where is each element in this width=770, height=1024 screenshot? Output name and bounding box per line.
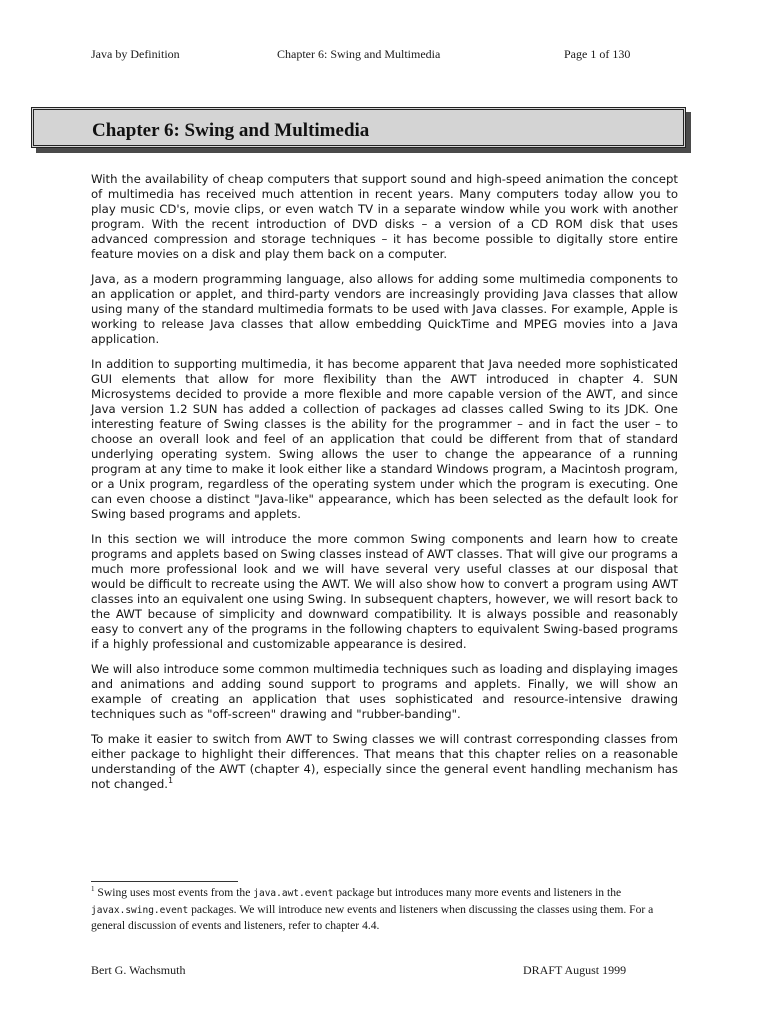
paragraph-swing-overview: In addition to supporting multimedia, it has become apparent that Java needed more sophisticated GUI elements that allow for more flexibility than the AWT introduced in chapter 4. SUN Microsystems decided to provide a more flexible and more capable version of the AWT, and since Java version 1.2 SUN has added a collection of packages ad classes called Swing to its JDK. One interesting feature of Swing classes is the ability for the programmer – and in fact the user – to choose an overall look and feel of an application that could be different from that of standard underlying operating system. Swing allows the user to change the appearance of a running program at any time to make it look either like a standard Windows program, a Macintosh program, or a Unix program, regardless of the operating system under which the program is executing. One can even choose a distinct "Java-like" appearance, which has been selected as the default look for Swing based programs and applets.	[91, 357, 678, 521]
footnote-text-part3: packages. We will introduce new events and listeners when discussing the classes using them. For a general discussion of events and listeners, refer to chapter 4.4.	[91, 902, 654, 932]
paragraph-awt-comparison-text: To make it easier to switch from AWT to Swing classes we will contrast corresponding classes from either package to highlight their differences. That means that this chapter relies on a reasonable understanding of the AWT (chapter 4), especially since the general event handling mechanism has not changed.	[91, 732, 678, 791]
footer-draft-date: DRAFT August 1999	[523, 963, 627, 977]
header-chapter-title: Chapter 6: Swing and Multimedia	[277, 47, 441, 61]
footnote-text-part1: Swing uses most events from the	[94, 886, 254, 899]
body-text	[91, 172, 678, 802]
chapter-title-box	[31, 107, 686, 148]
chapter-title: Chapter 6: Swing and Multimedia	[92, 120, 370, 141]
footnote-text-part2: package but introduces many more events and listeners in the	[333, 886, 622, 899]
footnote-code-awt-event: java.awt.event	[253, 888, 334, 899]
footnote-code-swing-event: javax.swing.event	[91, 904, 189, 916]
header-page-number: Page 1 of 130	[564, 47, 631, 61]
paragraph-java-multimedia: Java, as a modern programming language, also allows for adding some multimedia components to an application or applet, and third-party vendors are increasingly providing Java classes that allow using many of the standard multimedia formats to be used with Java classes. For example, Apple is working to release Java classes that allow embedding QuickTime and MPEG movies into a Java application.	[91, 272, 678, 346]
paragraph-intro: With the availability of cheap computers that support sound and high-speed animation the concept of multimedia has received much attention in recent years. Many computers today allow you to play music CD's, movie clips, or even watch TV in a separate window while you work with another program. With the recent introduction of DVD disks – a version of a CD ROM disk that uses advanced compression and storage techniques – it has become possible to digitally store entire feature movies on a disk and play them back on a computer.	[91, 172, 678, 261]
footnote-reference[interactable]: 1	[168, 776, 174, 786]
header-book-title: Java by Definition	[91, 47, 180, 61]
paragraph-section-plan: In this section we will introduce the more common Swing components and learn how to create programs and applets based on Swing classes instead of AWT classes. That will give our programs a much more professional look and we will have several very useful classes at our disposal that would be difficult to recreate using the AWT. We will also show how to convert a program using AWT classes into an equivalent one using Swing. In subsequent chapters, however, we will resort back to the AWT because of simplicity and downward compatibility. It is always possible and reasonably easy to convert any of the programs in the following chapters to equivalent Swing-based programs if a highly professional and customizable appearance is desired.	[91, 532, 678, 651]
footnote	[91, 885, 681, 934]
footer-author: Bert G. Wachsmuth	[91, 963, 186, 977]
paragraph-multimedia-techniques: We will also introduce some common multimedia techniques such as loading and displaying images and animations and adding sound support to programs and applets. Finally, we will show an example of creating an application that uses sophisticated and resource-intensive drawing techniques such as "off-screen" drawing and "rubber-banding".	[91, 662, 678, 721]
paragraph-awt-comparison	[91, 732, 678, 792]
footnote-marker: 1	[91, 885, 95, 894]
footnote-divider	[91, 881, 238, 882]
